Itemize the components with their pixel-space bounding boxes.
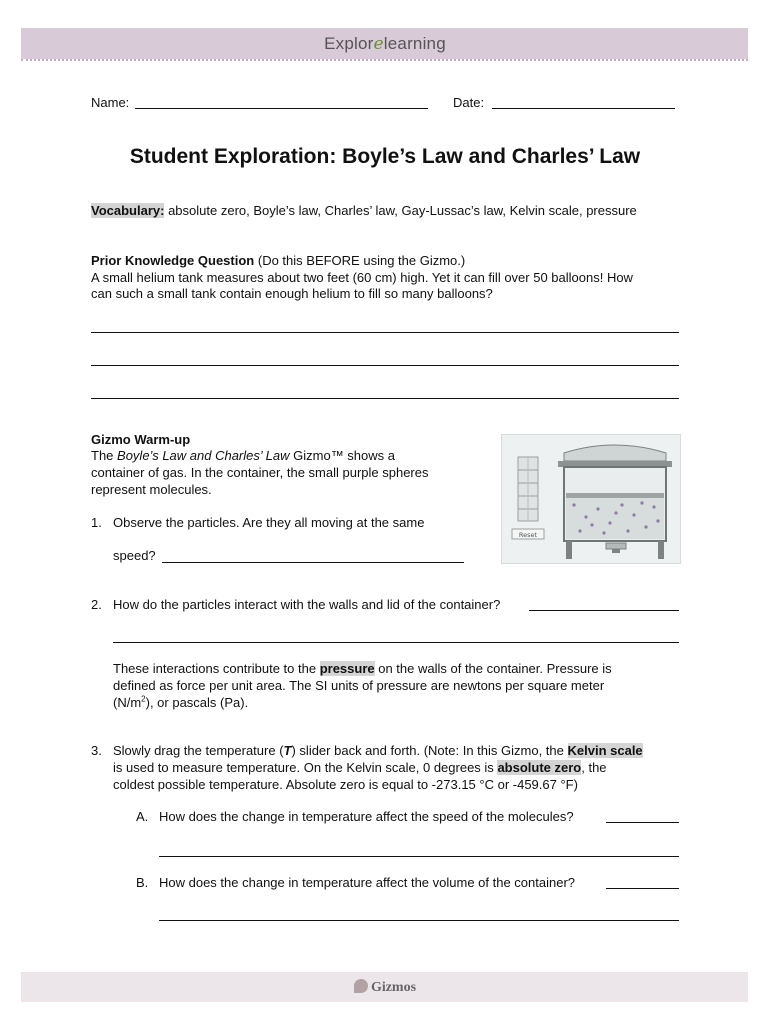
q2-answer-line-1[interactable]: [529, 610, 679, 611]
q1-number: 1.: [91, 515, 102, 530]
q3b-text: How does the change in temperature affect the volume of the container?: [159, 875, 576, 890]
q3b-answer-line-2[interactable]: [159, 920, 679, 921]
prior-answer-line-2[interactable]: [91, 365, 679, 366]
name-answer-line[interactable]: [135, 108, 428, 109]
prior-knowledge-heading: Prior Knowledge Question (Do this BEFORE using the Gizmo.): [91, 253, 466, 268]
warmup-heading: Gizmo Warm-up: [91, 432, 191, 447]
gizmos-logo-icon: [354, 979, 368, 993]
pressure-note-line-2: defined as force per unit area. The SI units of pressure are newtons per square meter: [113, 678, 605, 693]
vocabulary-terms: absolute zero, Boyle’s law, Charles’ law, Gay-Lussac’s law, Kelvin scale, pressure: [168, 203, 637, 218]
prior-answer-line-1[interactable]: [91, 332, 679, 333]
date-label: Date:: [453, 95, 485, 110]
q1-text: Observe the particles. Are they all moving at the same: [113, 515, 425, 530]
absolute-zero-term: absolute zero: [497, 760, 582, 775]
q3a-letter: A.: [136, 809, 149, 824]
q2-text: How do the particles interact with the walls and lid of the container?: [113, 597, 501, 612]
gizmo-screenshot: [501, 434, 681, 564]
q3b-answer-line-1[interactable]: [606, 888, 679, 889]
explorelearning-logo: Explorelearning: [324, 34, 446, 54]
q2-answer-line-2[interactable]: [113, 642, 679, 643]
prior-answer-line-3[interactable]: [91, 398, 679, 399]
prior-knowledge-line-1: A small helium tank measures about two feet (60 cm) high. Yet it can fill over 50 balloons! How: [91, 270, 633, 285]
vocabulary-label: Vocabulary:: [91, 203, 165, 218]
header-divider: [21, 59, 748, 61]
warmup-intro-line-2: container of gas. In the container, the small purple spheres: [91, 465, 429, 480]
q3-line-3: coldest possible temperature. Absolute zero is equal to -273.15 °C or -459.67 °F): [113, 777, 578, 792]
warmup-intro-line-1: The Boyle’s Law and Charles’ Law Gizmo™ shows a: [91, 448, 396, 463]
reset-button-label: Reset: [518, 531, 538, 539]
pressure-note-line-1: These interactions contribute to the pressure on the walls of the container. Pressure is: [113, 661, 612, 676]
date-answer-line[interactable]: [492, 108, 675, 109]
gizmos-logo: Gizmos: [0, 979, 770, 997]
prior-knowledge-line-2: can such a small tank contain enough helium to fill so many balloons?: [91, 286, 493, 301]
pressure-note-line-3: $(N/m^2)$, or pascals (Pa).: [113, 694, 249, 710]
vocabulary: [91, 203, 637, 220]
kelvin-scale-term: Kelvin scale: [567, 743, 643, 758]
q2-number: 2.: [91, 597, 102, 612]
q3a-answer-line-1[interactable]: [606, 822, 679, 823]
q3-number: 3.: [91, 743, 102, 758]
page-title: Student Exploration: Boyle’s Law and Charles’ Law: [129, 145, 641, 168]
q1-text-line-2: speed?: [113, 548, 156, 563]
gizmo-illustration: [502, 435, 680, 563]
warmup-intro-line-3: represent molecules.: [91, 482, 212, 497]
q3-line-2: is used to measure temperature. On the Kelvin scale, 0 degrees is absolute zero, the: [113, 760, 607, 775]
name-label: Name:: [91, 95, 130, 110]
q3-line-1: Slowly drag the temperature (T) slider back and forth. (Note: In this Gizmo, the Kelvin scale: [113, 743, 643, 758]
q3a-answer-line-2[interactable]: [159, 856, 679, 857]
q3b-letter: B.: [136, 875, 149, 890]
pressure-term: pressure: [319, 661, 375, 676]
q3a-text: How does the change in temperature affect the speed of the molecules?: [159, 809, 574, 824]
q1-answer-line[interactable]: [162, 562, 464, 563]
